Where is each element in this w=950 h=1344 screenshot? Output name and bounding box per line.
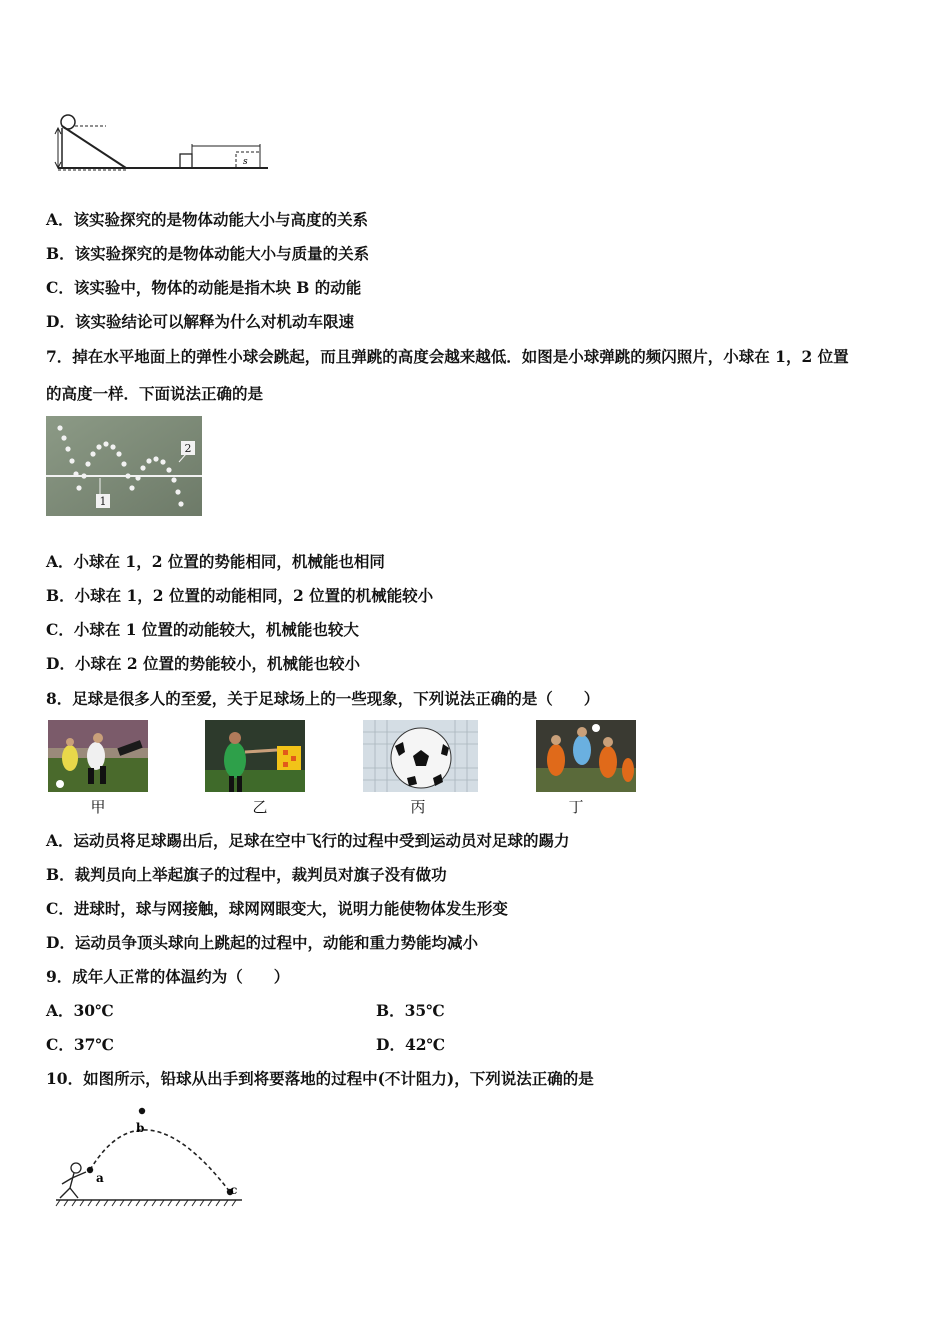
caption-jia: 甲 xyxy=(90,798,106,816)
q7-stem-line1: 7．掉在水平地面上的弹性小球会跳起，而且弹跳的高度会越来越低．如图是小球弹跳的频闪照片，小球在 1，2 位置 xyxy=(46,347,849,366)
q7-option-b: B．小球在 1，2 位置的动能相同，2 位置的机械能较小 xyxy=(46,586,434,605)
q7-fig-label-2: 2 xyxy=(184,442,192,455)
q8-option-c: C．进球时，球与网接触，球网网眼变大，说明力能使物体发生形变 xyxy=(46,899,508,918)
caption-yi: 乙 xyxy=(252,798,268,816)
caption-ding: 丁 xyxy=(568,798,584,816)
caption-bing: 丙 xyxy=(410,798,426,816)
q10-stem: 10．如图所示，铅球从出手到将要落地的过程中(不计阻力)，下列说法正确的是 xyxy=(46,1069,594,1088)
photo-yi-referee xyxy=(205,720,305,792)
photo-bing-ball-net xyxy=(363,720,478,792)
q6-option-c: C．该实验中，物体的动能是指木块 B 的动能 xyxy=(46,278,362,297)
photo-ding-header xyxy=(536,720,636,792)
q8-stem: 8．足球是很多人的至爱，关于足球场上的一些现象，下列说法正确的是（ ） xyxy=(46,689,600,708)
q10-label-b: b xyxy=(136,1121,145,1135)
q7-option-c: C．小球在 1 位置的动能较大，机械能也较大 xyxy=(46,620,359,639)
q8-option-d: D．运动员争顶头球向上跳起的过程中，动能和重力势能均减小 xyxy=(46,933,478,952)
q7-stem-line2: 的高度一样．下面说法正确的是 xyxy=(46,384,264,403)
q6-option-d: D．该实验结论可以解释为什么对机动车限速 xyxy=(46,312,354,331)
q9-stem: 9．成年人正常的体温约为（ ） xyxy=(46,967,290,986)
q9-option-c: C．37℃ xyxy=(46,1035,114,1054)
q7-option-a: A．小球在 1，2 位置的势能相同，机械能也相同 xyxy=(46,552,385,571)
q10-label-c: c xyxy=(230,1183,238,1197)
q9-option-a: A．30℃ xyxy=(46,1001,114,1020)
q7-fig-label-1: 1 xyxy=(99,495,107,508)
q9-option-b: B．35℃ xyxy=(376,1001,445,1020)
svg-text:s: s xyxy=(243,157,248,167)
q9-option-d: D．42℃ xyxy=(376,1035,446,1054)
q8-option-a: A．运动员将足球踢出后，足球在空中飞行的过程中受到运动员对足球的踢力 xyxy=(46,831,570,850)
q10-label-a: a xyxy=(96,1171,104,1185)
photo-jia-kick xyxy=(48,720,148,792)
q6-option-a: A．该实验探究的是物体动能大小与高度的关系 xyxy=(46,210,369,229)
q6-option-b: B．该实验探究的是物体动能大小与质量的关系 xyxy=(46,244,370,263)
shot-put-trajectory-figure xyxy=(52,1100,247,1212)
incline-experiment-figure xyxy=(50,110,275,176)
bouncing-ball-photo xyxy=(46,416,202,516)
q8-option-b: B．裁判员向上举起旗子的过程中，裁判员对旗子没有做功 xyxy=(46,865,447,884)
q7-option-d: D．小球在 2 位置的势能较小，机械能也较小 xyxy=(46,654,361,673)
